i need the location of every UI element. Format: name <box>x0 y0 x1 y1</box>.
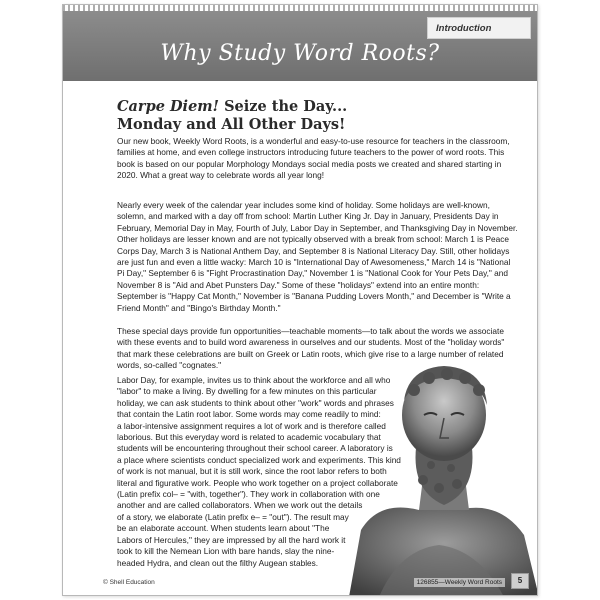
book-page <box>62 4 538 596</box>
paragraph-intro: Our new book, Weekly Word Roots, is a wonderful and easy-to-use resource for teachers in the classroom, families at home, and even college instructors introducing future teachers to the power of word roots. This book is based on our popular Morphology Mondays social media posts we created and shared starting in 2020. What a great way to celebrate words all year long! <box>117 136 510 181</box>
text-line: a labor-intensive assignment requires a lot of work and is therefore called <box>117 420 386 431</box>
footer-copyright: © Shell Education <box>103 579 155 586</box>
paragraph-teachable-moments: These special days provide fun opportunities—teachable moments—to talk about the words we associate with these events and to build word awareness in ourselves and our students. Most of the "holiday words" that mark these celebrations are built on Greek or Latin roots, which give rise to a large number of related words, so-called "cognates." <box>117 326 505 371</box>
text-line: Labor Day, for example, invites us to think about the workforce and all who <box>117 375 391 385</box>
heading-line2: Monday and All Other Days! <box>117 116 346 133</box>
paragraph-labor-day <box>117 375 447 569</box>
text-line: of a story, we elaborate (Latin prefix e– = "out"). The result may <box>117 511 349 522</box>
text-line: another and are called collaborators. When we work out the details <box>117 500 363 511</box>
paragraph-holidays: Nearly every week of the calendar year includes some kind of holiday. Some holidays are well-known, solemn, and marked with a day off from school: Martin Luther King Jr. Day in January, Presidents Day in February, Memorial Day in May, Fourth of July, Labor Day in September, and Thanksgiving Day in November. Other holidays are lesser known and are not typically observed with a break from school: March 1 is Peace Corps Day, March 3 is National Anthem Day, and September 8 is National Literacy Day. Still, other holidays are just fun and even a little wacky: March 10 is "International Day of Awesomeness," March 14 is "National Pi Day," September 6 is "Fight Procrastination Day," November 1 is "National Cook for Your Pets Day," and November 8 is "Aid and Abet Punsters Day." Some of these "holidays" extend into an entire month: September is "Happy Cat Month," November is "Banana Pudding Lovers Month," and December is "Write a Friend Month" and "Bingo's Birthday Month." <box>117 200 518 313</box>
page-number: 5 <box>511 573 529 589</box>
heading-italic: Carpe Diem! <box>117 98 220 115</box>
text-line: holiday, we can ask students to think about other "work" words and phrases <box>117 397 394 408</box>
text-line: students will be encountering throughout their school career. A laboratory is <box>117 443 393 454</box>
heading-line1: Seize the Day... <box>219 98 348 115</box>
text-line: headed Hydra, and clean out the filthy Augean stables. <box>117 557 319 568</box>
text-line: that contain the Latin root labor. Some words may come readily to mind: <box>117 409 381 420</box>
text-line: laborious. But this everyday word is related to academic vocabulary that <box>117 432 381 443</box>
footer-product-code: 126855—Weekly Word Roots <box>414 578 505 587</box>
text-line: "labor" to make a living. By dwelling for a few minutes on this particular <box>117 386 377 397</box>
text-line: of work is not manual, but it is still work, since the root labor refers to both <box>117 466 387 477</box>
section-heading <box>117 98 497 134</box>
text-line: Labors of Hercules," they are impressed by all the hard work it <box>117 534 346 545</box>
text-line: literal and figurative work. People who work together on a project collaborate <box>117 477 398 488</box>
text-line: took to kill the Nemean Lion with bare hands, slay the nine- <box>117 546 335 557</box>
page-title: Why Study Word Roots? <box>160 41 440 66</box>
text-line: a place where scientists conduct specialized work and experiments. This kind <box>117 454 401 465</box>
text-line: (Latin prefix col– = "with, together"). They work in collaboration with one <box>117 489 380 500</box>
section-tab: Introduction <box>427 17 531 39</box>
text-line: be an elaborate account. When students learn about "The <box>117 523 330 534</box>
